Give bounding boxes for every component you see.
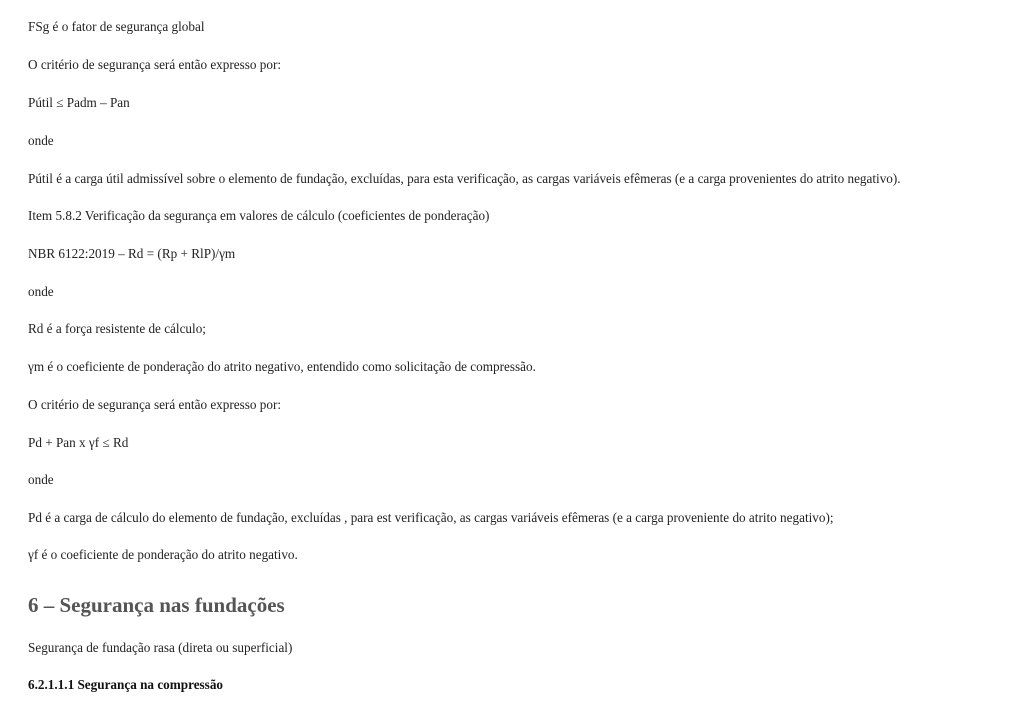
paragraph-shallow-foundation: Segurança de fundação rasa (direta ou superficial) (28, 640, 293, 655)
paragraph-onde: onde (28, 472, 54, 487)
section-heading: 6 – Segurança nas fundações (28, 593, 285, 617)
subsection-heading: 6.2.1.1.1 Segurança na compressão (28, 677, 224, 692)
paragraph-rd-definition: Rd é a força resistente de cálculo; (28, 321, 206, 336)
paragraph-item-5-8-2: Item 5.8.2 Verificação da segurança em valores de cálculo (coeficientes de ponderação) (28, 208, 490, 223)
paragraph-criterion-intro: O critério de segurança será então expresso por: (28, 397, 282, 412)
formula-pd: Pd + Pan x γf ≤ Rd (28, 435, 129, 450)
paragraph-fsg-definition: FSg é o fator de segurança global (28, 19, 205, 34)
paragraph-gamma-f-definition: γf é o coeficiente de ponderação do atrito negativo. (28, 547, 298, 562)
paragraph-putil-definition: Pútil é a carga útil admissível sobre o elemento de fundação, excluídas, para esta verificação, as cargas variáveis efêmeras (e a carga provenientes do atrito negativo). (28, 171, 901, 186)
paragraph-onde: onde (28, 133, 54, 148)
paragraph-gamma-m-definition: γm é o coeficiente de ponderação do atrito negativo, entendido como solicitação de compressão. (28, 359, 536, 374)
paragraph-pd-definition: Pd é a carga de cálculo do elemento de fundação, excluídas , para est verificação, as cargas variáveis efêmeras (e a carga proveniente do atrito negativo); (28, 510, 834, 525)
paragraph-criterion-intro: O critério de segurança será então expresso por: (28, 57, 282, 72)
formula-putil: Pútil ≤ Padm – Pan (28, 95, 130, 110)
formula-rd: NBR 6122:2019 – Rd = (Rp + RlP)/γm (28, 246, 236, 261)
paragraph-onde: onde (28, 284, 54, 299)
